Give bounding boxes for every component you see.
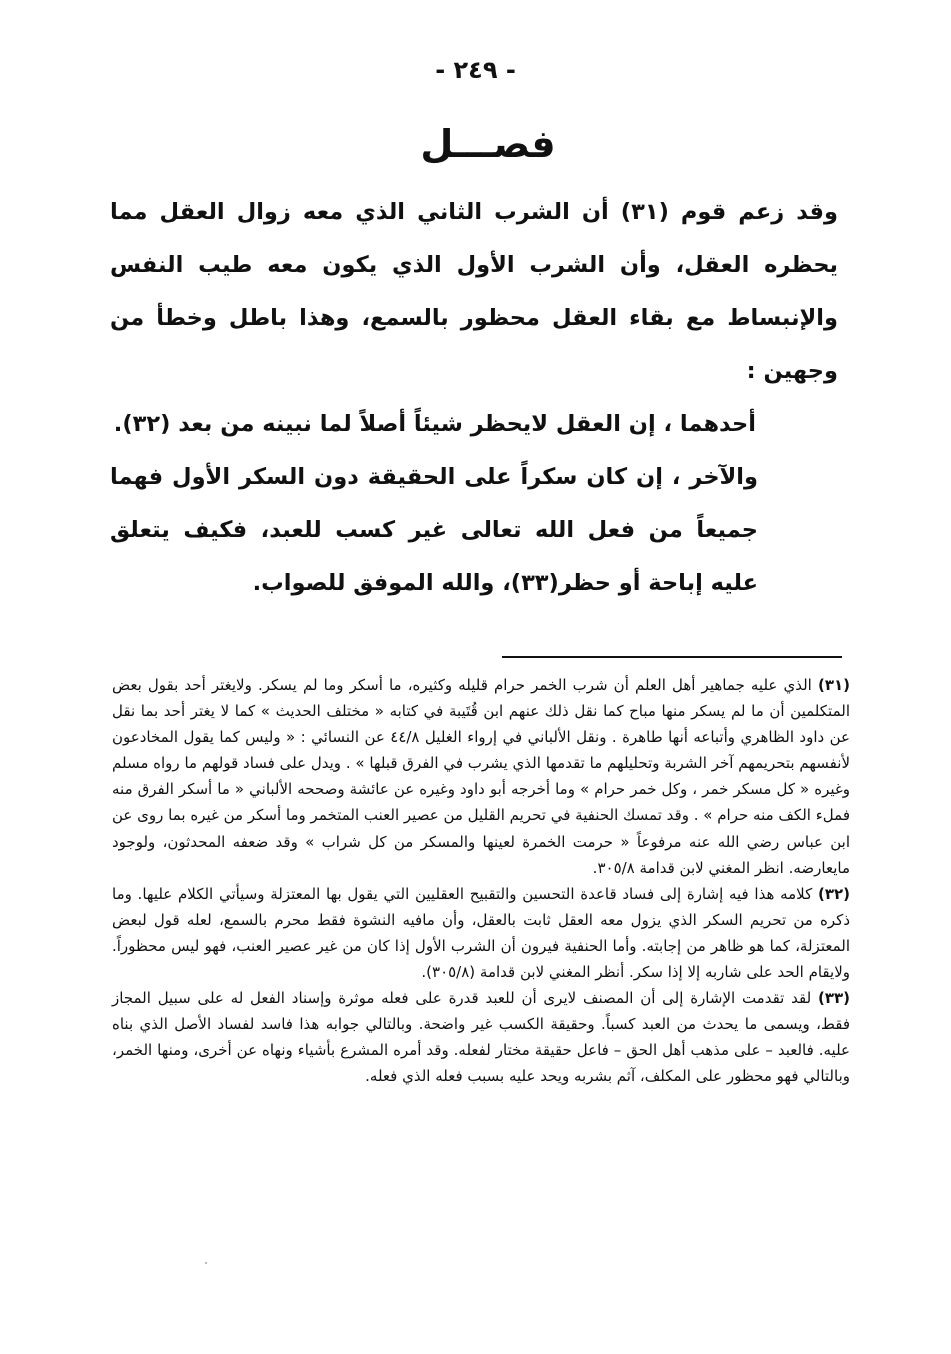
page-number: - ٢٤٩ - (435, 56, 516, 84)
main-text (110, 186, 838, 610)
paragraph-first-reason: أحدهما ، إن العقل لايحظر شيئاً أصلاً لما نبينه من بعد (٣٢). (113, 411, 756, 437)
footnote-text: كلامه هذا فيه إشارة إلى فساد قاعدة التحسين والتقبيح العقليين التي يقول بها المعتزلة وسيأتي الكلام عليها. وما ذكره من تحريم السكر الذي يزول معه العقل ثابت بالعقل، وأن مافيه النشوة فقط محرم بالسمع، لعله قول لبعض المعتزلة، كما هو ظاهر من إجابته. وأما الحنفية فيرون أن الشرب الأول إذا كان من غير عصير العنب، فهو ليس محظوراً. ولايقام الحد على شاربه إلا إذا سكر. أنظر المغني لابن قدامة (٣٠٥/٨). (112, 884, 850, 982)
footnote-number: (٣٢) (817, 884, 850, 903)
footnote-32 (112, 881, 850, 985)
footnote-number: (٣٣) (817, 989, 850, 1008)
chapter-title: فصـــل (420, 122, 556, 166)
footnote-separator (502, 656, 842, 658)
footnote-31 (112, 672, 850, 881)
footnote-text: لقد تقدمت الإشارة إلى أن المصنف لايرى أن للعبد قدرة على فعله موثرة وإسناد الفعل له على سبيل المجاز فقط، ويسمى ما يحدث من العبد كسباً. وحقيقة الكسب غير واضحة. وبالتالي جوابه هذا فاسد لفساد الأصل الذي بناه عليه. فالعبد – على مذهب أهل الحق – فاعل حقيقة مختار لفعله. وقد أمره المشرع بأشياء ونهاه عن أخرى، ومنها الخمر، وبالتالي فهو محظور على المكلف، آثم بشربه ويحد عليه بسبب فعله الذي فعله. (112, 989, 850, 1086)
footnote-number: (٣١) (817, 676, 850, 694)
paragraph-claim: وقد زعم قوم (٣١) أن الشرب الثاني الذي معه زوال العقل مما يحظره العقل، وأن الشرب الأول الذي يكون معه طيب النفس والإنبساط مع بقاء العقل محظور بالسمع، وهذا باطل وخطأ من وجهين : (110, 199, 839, 384)
footnote-text: الذي عليه جماهير أهل العلم أن شرب الخمر حرام قليله وكثيره، ما أسكر وما لم يسكر. ولايغتر أحد بقول بعض المتكلمين أن ما لم يسكر منها مباح كما نقل ذلك عنهم ابن قُتَيبة في كتابه « مختلف الحديث » كما لا يغتر أحد بما نقل عن داود الظاهري وأتباعه أنها طاهرة . ونقل الألباني في إرواء الغليل ٤٤/٨ عن النسائي : « وليس كما يقول المخادعون لأنفسهم بتحريمهم آخر الشربة وتحليلهم ما تقدمها الذي يشرب في الفرق قبلها » . ويدل على فساد قولهم ما رواه مسلم وغيره « كل مسكر خمر ، وكل خمر حرام » وما أخرجه أبو داود وغيره عن عائشة وصححه الألباني « ما أسكر الفرق منه فملء الكف منه حرام » . وقد تمسك الحنفية في تحريم القليل من عصير العنب المتخمر وما أسكر من غيره بما روى عن ابن عباس رضي الله عنه مرفوعاً « حرمت الخمرة لعينها والمسكر من كل شراب » وقد ضعفه المحدثون، ولوجود مايعارضه. انظر المغني لابن قدامة ٣٠٥/٨. (112, 676, 850, 877)
paragraph-second-reason: والآخر ، إن كان سكراً على الحقيقة دون السكر الأول فهما جميعاً من فعل الله تعالى غير كسب للعبد، فكيف يتعلق عليه إباحة أو حظر(٣٣)، والله الموفق للصواب. (110, 464, 758, 596)
footnote-33 (112, 985, 850, 1089)
scan-speck (205, 1262, 207, 1264)
footnotes (112, 672, 850, 1090)
